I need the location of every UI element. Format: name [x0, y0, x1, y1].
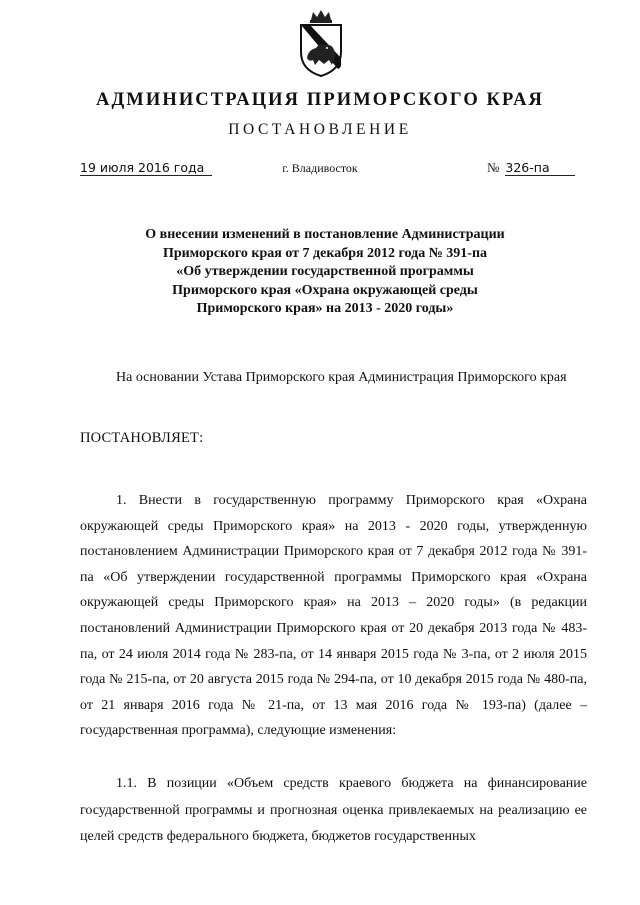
title-line: О внесении изменений в постановление Администрации	[145, 227, 505, 242]
item-1-1-paragraph: 1.1. В позиции «Объем средств краевого бюджета на финансирование государственной программы и прогнозная оценка привлекаемых на реализацию ее целей средств федерального бюджета, бюджетов государственных	[80, 776, 587, 844]
decree-heading: ПОСТАНОВЛЯЕТ:	[80, 430, 204, 446]
organization-name: АДМИНИСТРАЦИЯ ПРИМОРСКОГО КРАЯ	[95, 90, 545, 110]
title-line: «Об утверждении государственной программы	[176, 264, 474, 279]
document-title	[80, 226, 570, 319]
coat-of-arms-icon	[296, 8, 346, 78]
document-city: г. Владивосток	[282, 161, 358, 175]
number-sign: №	[487, 160, 500, 175]
title-line: Приморского края от 7 декабря 2012 года № 391-па	[162, 245, 488, 261]
basis-paragraph: На основании Устава Приморского края Администрация Приморского края	[116, 370, 567, 385]
title-line: Приморского края «Охрана окружающей среды	[172, 282, 478, 298]
title-line: Приморского края» на 2013 - 2020 годы»	[196, 301, 454, 316]
document-date: 19 июля 2016 года	[80, 160, 212, 176]
item-1-paragraph: 1. Внести в государственную программу Приморского края «Охрана окружающей среды Приморского края» на 2013 - 2020 годы, утвержденную постановлением Администрации Приморского края от 7 декабря 2012 года № 391-па «Об утверждении государственной программы Приморского края «Охрана окружающей среды Приморского края» на 2013 – 2020 годы» (в редакции постановлений Администрации Приморского края от 20 декабря 2013 года № 483-па, от 24 июля 2014 года № 283-па, от 14 января 2015 года № 3-па, от 2 июля 2015 года № 215-па, от 20 августа 2015 года № 294-па, от 10 декабря 2015 года № 480-па, от 21 января 2016 года № 21-па, от 13 мая 2016 года № 193-па) (далее – государственная программа), следующие изменения:	[80, 493, 587, 739]
document-type: ПОСТАНОВЛЕНИЕ	[228, 121, 412, 138]
document-number	[487, 160, 575, 176]
number-value: 326-па	[505, 160, 575, 176]
